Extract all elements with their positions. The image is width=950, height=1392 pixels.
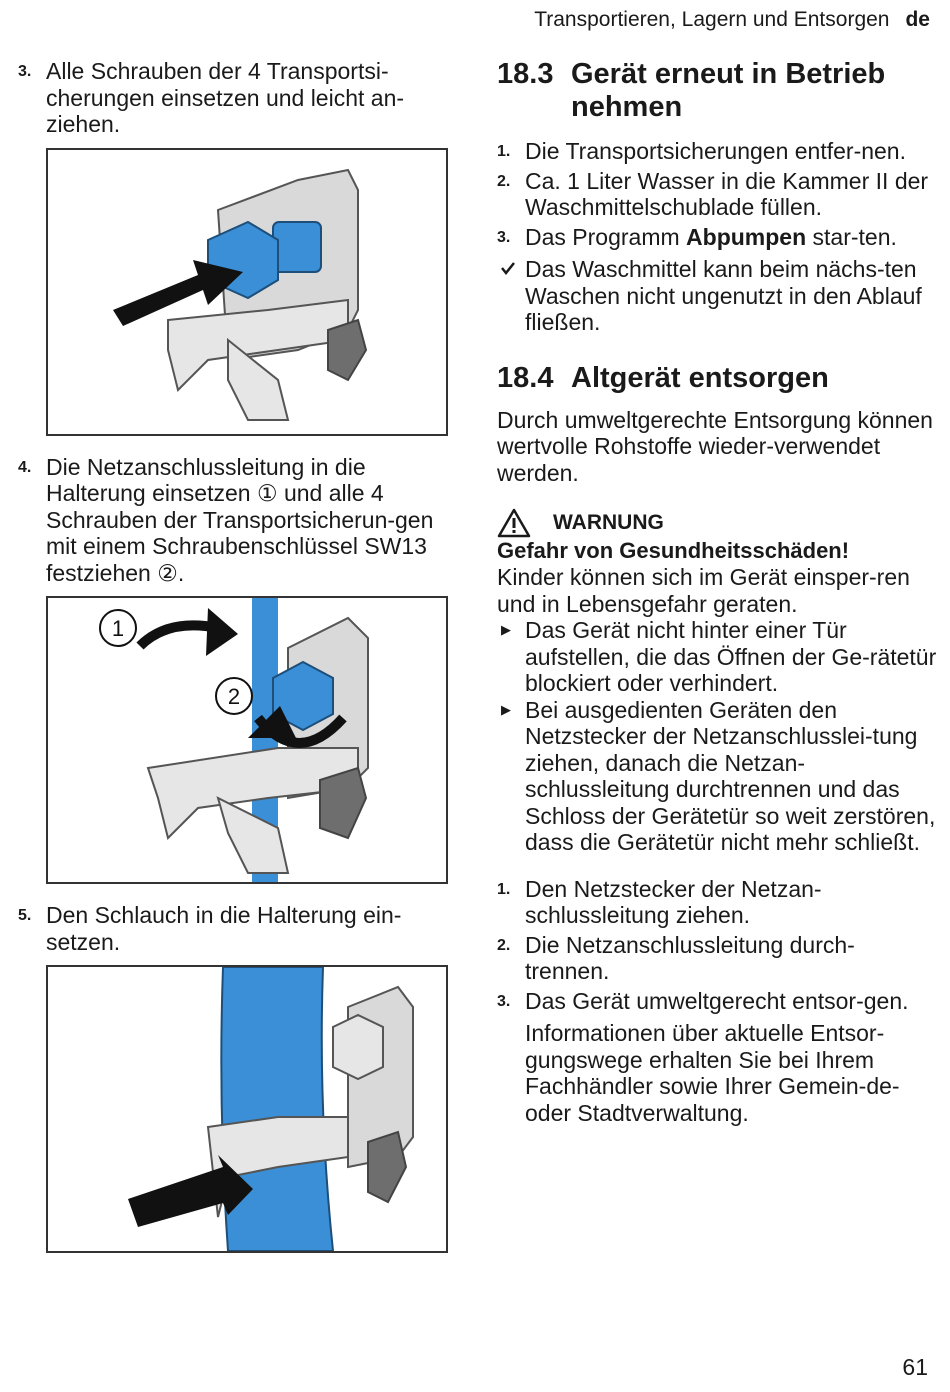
step-number: 2. — [497, 936, 511, 954]
s183-step-2 — [497, 168, 937, 221]
callout-1: 1 — [111, 616, 125, 641]
cable-wrench-illustration — [48, 598, 446, 882]
step-number: 5. — [18, 907, 32, 924]
s184-info — [497, 1020, 937, 1126]
s184-step-1 — [497, 876, 937, 929]
header-section-title: Transportieren, Lagern und Entsorgen — [534, 8, 890, 31]
step-text: Den Netzstecker der Netzan-schlussleitung ziehen. — [525, 875, 822, 928]
s184-step-2 — [497, 932, 937, 985]
s184-intro: Durch umweltgerechte Entsorgung können wertvolle Rohstoffe wieder-verwendet werden. — [497, 406, 933, 486]
page-number: 61 — [902, 1354, 928, 1380]
step-number: 1. — [497, 880, 511, 898]
hose-bracket-illustration — [48, 967, 446, 1251]
bullet-text: Das Gerät nicht hinter einer Tür aufstellen, die das Öffnen der Ge-rätetür blockiert oder verhindert. — [525, 617, 937, 696]
figure-tighten-screws — [46, 596, 448, 884]
warning-box — [497, 508, 937, 856]
section-number: 18.4 — [497, 361, 554, 394]
figure-insert-screws — [46, 148, 448, 436]
page-header — [0, 8, 930, 32]
callout-2: 2 — [227, 684, 241, 709]
checkmark-icon — [499, 259, 517, 277]
step-number: 4. — [18, 458, 32, 476]
step-number: 3. — [18, 63, 32, 80]
section-18-4-heading — [497, 362, 937, 395]
step-number: 3. — [497, 992, 511, 1010]
step-text: Die Transportsicherungen entfer-nen. — [525, 138, 906, 164]
right-column — [497, 58, 937, 1126]
step-4 — [18, 454, 448, 587]
bullet-arrow-icon: ▶ — [501, 701, 511, 717]
result-text: Das Waschmittel kann beim nächs-ten Waschen nicht ungenutzt in den Ablauf fließen. — [525, 256, 922, 335]
warning-triangle-icon — [497, 508, 531, 538]
warning-label: WARNUNG — [553, 511, 664, 534]
bracket-screw-illustration — [48, 150, 446, 434]
figure-insert-hose — [46, 965, 448, 1253]
bullet-text: Bei ausgedienten Geräten den Netzstecker der Netzanschlusslei-tung ziehen, danach die Netzan-schlussleitung durchtrennen und das Schloss der Gerätetür so weit zerstören, dass die Gerätetür nicht mehr schließt. — [525, 696, 936, 855]
info-text: Informationen über aktuelle Entsor-gungswege erhalten Sie bei Ihrem Fachhändler sowie Ihrer Gemein-de- oder Stadtverwaltung. — [525, 1020, 900, 1126]
warning-text: Kinder können sich im Gerät einsper-ren und in Lebensgefahr geraten. — [497, 564, 910, 617]
warning-header — [497, 508, 937, 538]
s183-step-1 — [497, 138, 937, 165]
step-text-post: star-ten. — [806, 223, 897, 250]
step-text: Ca. 1 Liter Wasser in die Kammer II der Waschmittelschublade füllen. — [525, 167, 929, 220]
step-text: Die Netzanschlussleitung durch-trennen. — [525, 931, 855, 984]
program-name: Abpumpen — [686, 223, 807, 250]
step-3 — [18, 58, 448, 138]
warning-bullet-2 — [497, 697, 937, 856]
section-number: 18.3 — [497, 58, 554, 90]
step-text: Das Gerät umweltgerecht entsor-gen. — [525, 987, 909, 1014]
s183-result — [497, 256, 937, 336]
warning-subtitle: Gefahr von Gesundheitsschäden! — [497, 538, 850, 563]
section-18-3-heading — [497, 58, 937, 124]
step-text-pre: Das Programm — [525, 223, 687, 250]
step-text: Alle Schrauben der 4 Transportsi-cherungen einsetzen und leicht an-ziehen. — [46, 58, 405, 137]
bullet-arrow-icon: ▶ — [501, 622, 511, 637]
step-text: Die Netzanschlussleitung in die Halterung einsetzen ① und alle 4 Schrauben der Transportsicherun-gen mit einem Schraubenschlüssel SW13 festziehen ②. — [46, 453, 434, 586]
warning-bullet-1 — [497, 617, 937, 697]
step-number: 1. — [497, 143, 511, 160]
header-language: de — [905, 8, 930, 31]
section-title: Altgerät entsorgen — [571, 361, 829, 394]
step-text: Den Schlauch in die Halterung ein-setzen. — [46, 902, 402, 955]
left-column — [18, 58, 448, 1253]
section-title: Gerät erneut in Betrieb nehmen — [571, 58, 886, 123]
s184-step-3 — [497, 988, 937, 1015]
s183-step-3 — [497, 224, 937, 251]
step-number: 3. — [497, 228, 511, 246]
step-number: 2. — [497, 172, 511, 190]
step-5 — [18, 902, 448, 955]
